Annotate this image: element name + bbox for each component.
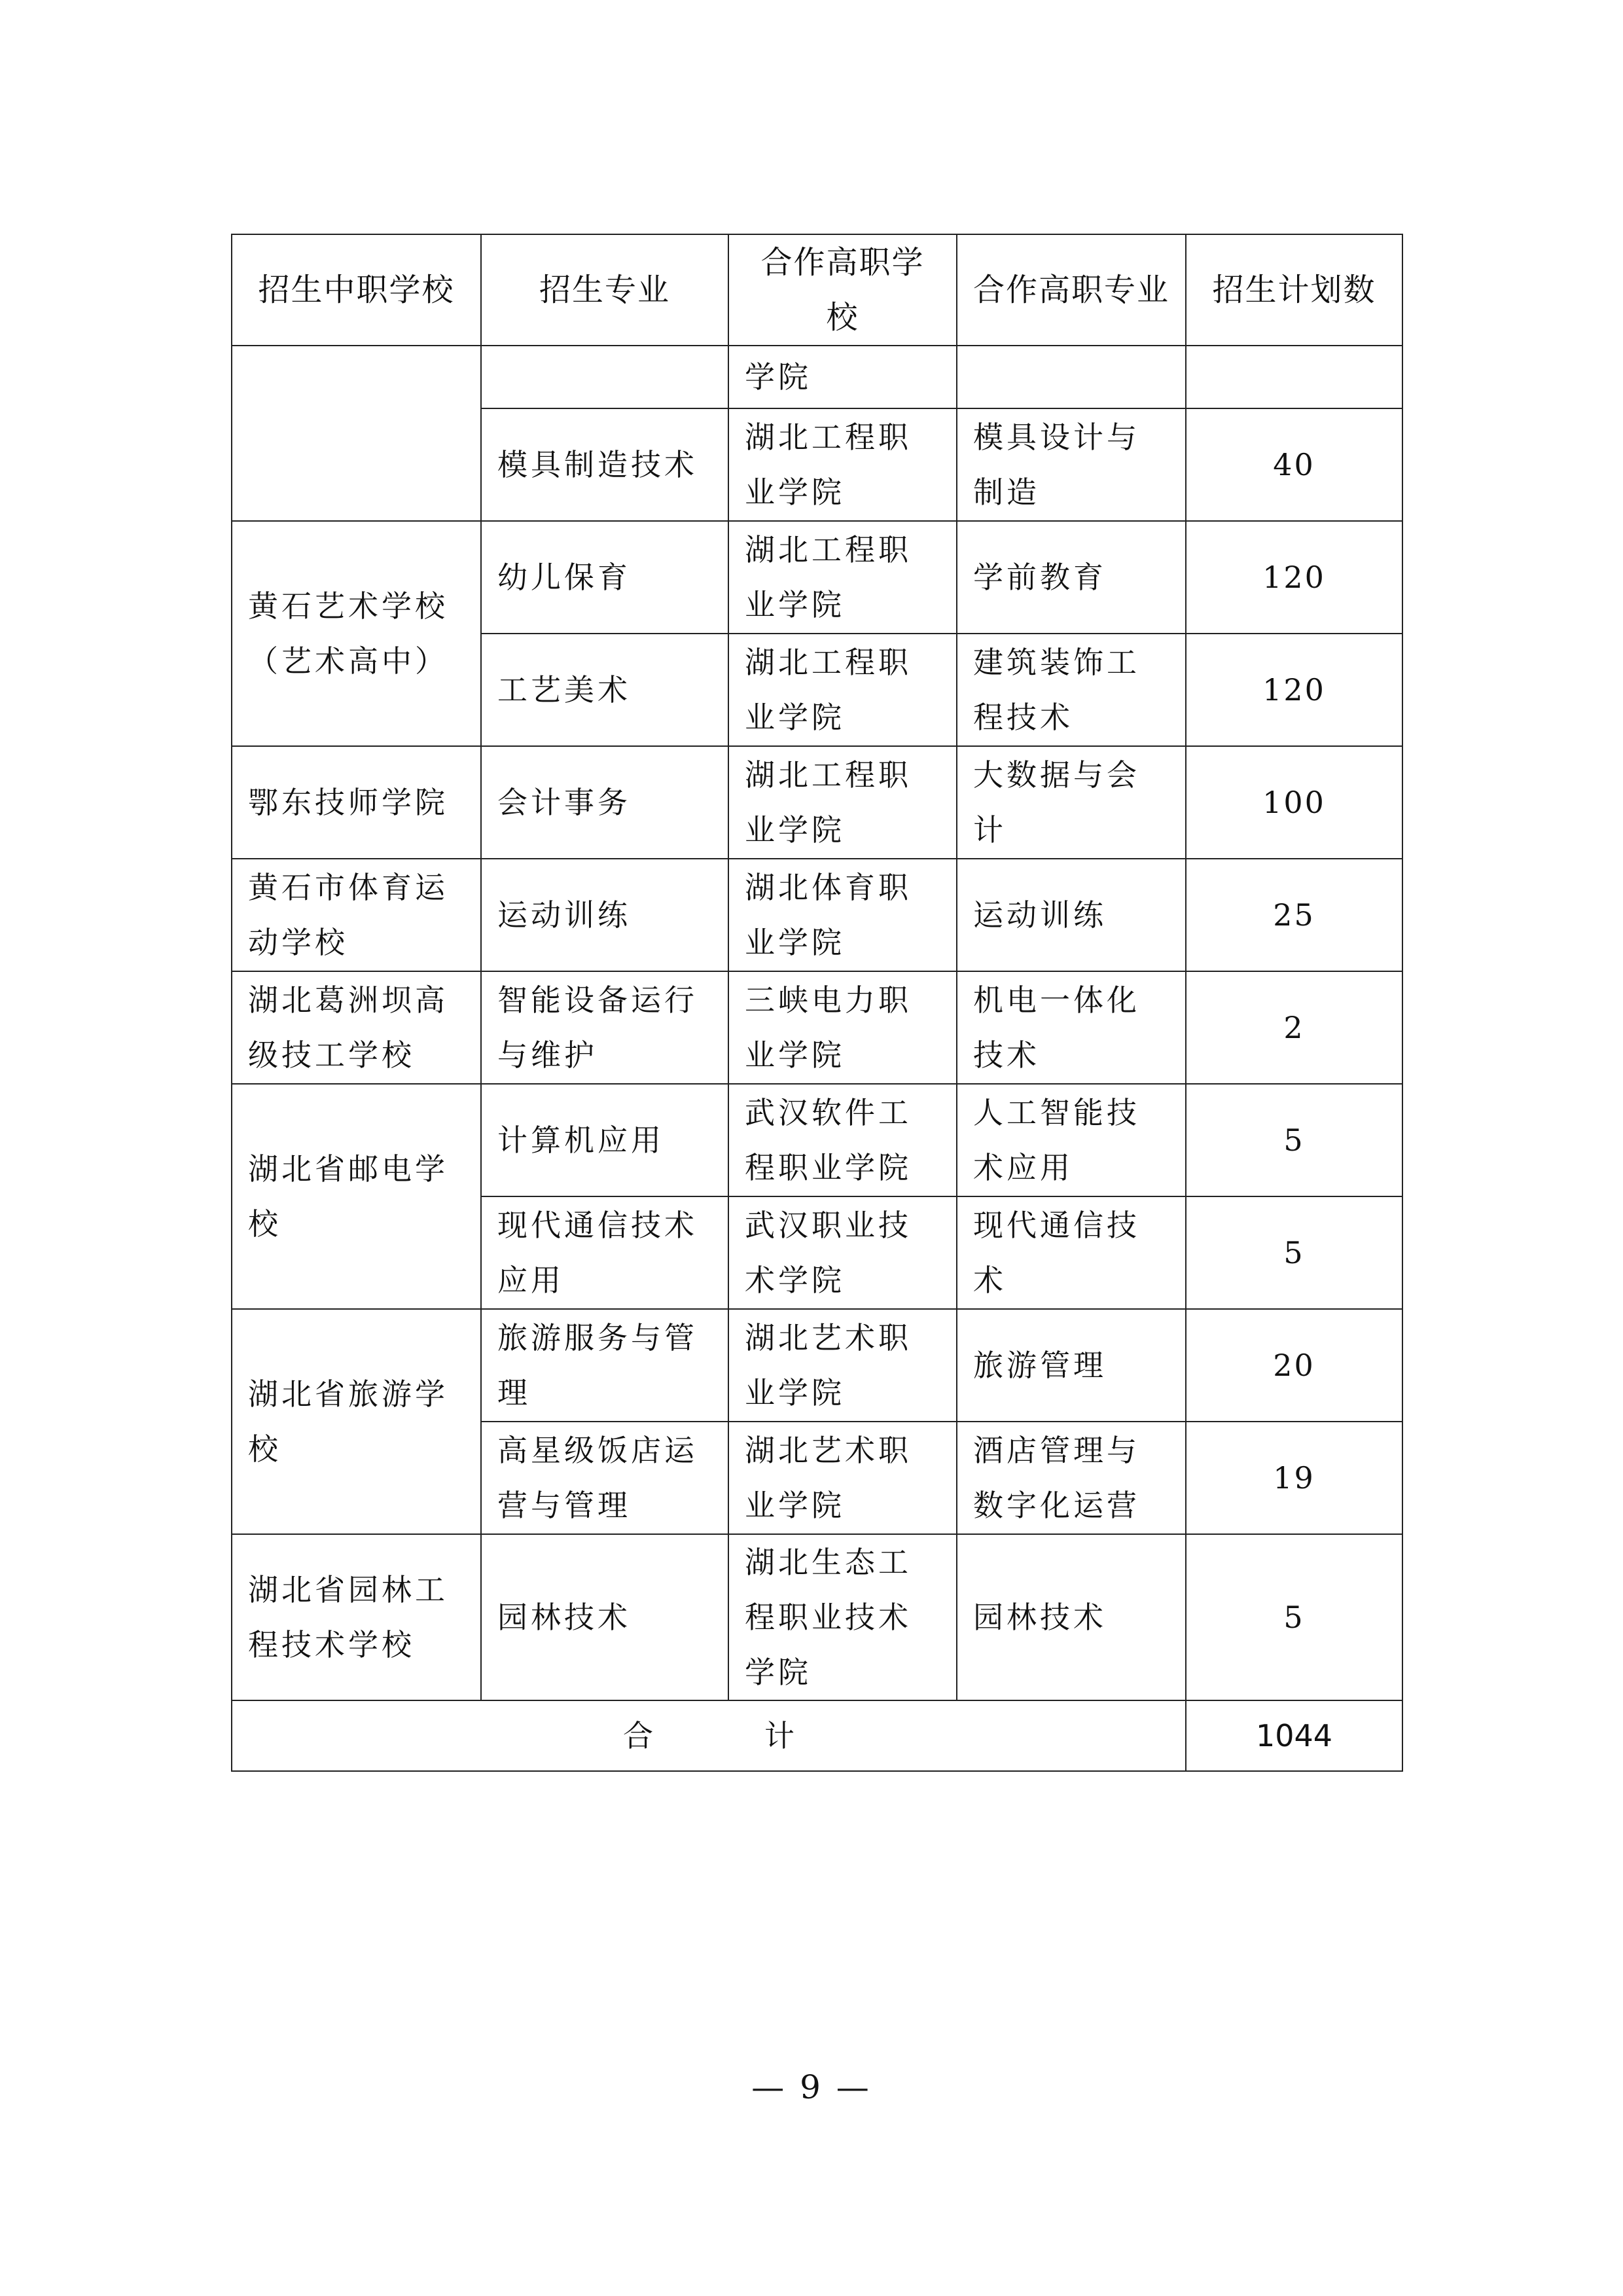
count-cell: 100 — [1186, 746, 1402, 859]
total-label — [232, 1700, 1186, 1771]
table-header-row — [232, 234, 1402, 346]
count-cell: 2 — [1186, 971, 1402, 1084]
major-cell: 旅游服务与管理 — [481, 1309, 728, 1422]
partner-cell: 湖北工程职业学院 — [728, 521, 957, 634]
count-cell: 5 — [1186, 1534, 1402, 1700]
school-cell: 黄石市体育运动学校 — [232, 859, 481, 971]
partner-major-cell: 大数据与会计 — [957, 746, 1186, 859]
partner-major-cell: 现代通信技术 — [957, 1196, 1186, 1309]
table-row — [232, 971, 1402, 1084]
major-cell: 高星级饭店运营与管理 — [481, 1422, 728, 1534]
partner-major-cell: 建筑装饰工程技术 — [957, 634, 1186, 746]
school-cell — [232, 346, 481, 521]
major-cell: 现代通信技术应用 — [481, 1196, 728, 1309]
count-cell: 19 — [1186, 1422, 1402, 1534]
school-cell: 湖北省邮电学校 — [232, 1084, 481, 1309]
count-cell — [1186, 346, 1402, 408]
major-cell: 幼儿保育 — [481, 521, 728, 634]
partner-major-cell: 人工智能技术应用 — [957, 1084, 1186, 1196]
partner-cell: 湖北生态工程职业技术学院 — [728, 1534, 957, 1700]
partner-cell: 湖北工程职业学院 — [728, 634, 957, 746]
total-value: 1044 — [1186, 1700, 1402, 1771]
table-row — [232, 859, 1402, 971]
table-row — [232, 346, 1402, 408]
partner-major-cell: 酒店管理与数字化运营 — [957, 1422, 1186, 1534]
partner-cell: 武汉职业技术学院 — [728, 1196, 957, 1309]
school-cell: 黄石艺术学校（艺术高中） — [232, 521, 481, 746]
partner-major-cell: 园林技术 — [957, 1534, 1186, 1700]
partner-major-cell: 机电一体化技术 — [957, 971, 1186, 1084]
school-cell: 湖北葛洲坝高级技工学校 — [232, 971, 481, 1084]
major-cell: 智能设备运行与维护 — [481, 971, 728, 1084]
partner-major-cell: 运动训练 — [957, 859, 1186, 971]
partner-cell: 湖北艺术职业学院 — [728, 1309, 957, 1422]
total-row — [232, 1700, 1402, 1771]
partner-major-cell: 学前教育 — [957, 521, 1186, 634]
enrollment-plan-table — [231, 234, 1403, 1772]
partner-cell: 湖北体育职业学院 — [728, 859, 957, 971]
header-partner-major: 合作高职专业 — [957, 234, 1186, 346]
partner-cell: 湖北艺术职业学院 — [728, 1422, 957, 1534]
major-cell: 会计事务 — [481, 746, 728, 859]
school-cell: 鄂东技师学院 — [232, 746, 481, 859]
count-cell: 25 — [1186, 859, 1402, 971]
count-cell: 5 — [1186, 1196, 1402, 1309]
major-cell: 计算机应用 — [481, 1084, 728, 1196]
table-row — [232, 746, 1402, 859]
partner-cell: 三峡电力职业学院 — [728, 971, 957, 1084]
partner-cell: 学院 — [728, 346, 957, 408]
school-cell: 湖北省园林工程技术学校 — [232, 1534, 481, 1700]
table-row — [232, 521, 1402, 634]
total-label-char-2: 计 — [764, 1718, 794, 1753]
partner-cell: 湖北工程职业学院 — [728, 746, 957, 859]
count-cell: 5 — [1186, 1084, 1402, 1196]
partner-cell: 武汉软件工程职业学院 — [728, 1084, 957, 1196]
major-cell: 工艺美术 — [481, 634, 728, 746]
count-cell: 20 — [1186, 1309, 1402, 1422]
header-major: 招生专业 — [481, 234, 728, 346]
count-cell: 120 — [1186, 634, 1402, 746]
major-cell: 运动训练 — [481, 859, 728, 971]
partner-cell: 湖北工程职业学院 — [728, 408, 957, 521]
header-vocational-school: 招生中职学校 — [232, 234, 481, 346]
major-cell: 园林技术 — [481, 1534, 728, 1700]
count-cell: 40 — [1186, 408, 1402, 521]
table-row — [232, 1534, 1402, 1700]
partner-major-cell: 模具设计与制造 — [957, 408, 1186, 521]
header-plan-count: 招生计划数 — [1186, 234, 1402, 346]
total-label-char-1: 合 — [623, 1718, 653, 1753]
count-cell: 120 — [1186, 521, 1402, 634]
page-number: — 9 — — [751, 2068, 872, 2106]
partner-major-cell: 旅游管理 — [957, 1309, 1186, 1422]
table-row — [232, 1084, 1402, 1196]
table-row — [232, 1309, 1402, 1422]
major-cell — [481, 346, 728, 408]
header-partner-college: 合作高职学校 — [728, 234, 957, 346]
school-cell: 湖北省旅游学校 — [232, 1309, 481, 1534]
major-cell: 模具制造技术 — [481, 408, 728, 521]
partner-major-cell — [957, 346, 1186, 408]
